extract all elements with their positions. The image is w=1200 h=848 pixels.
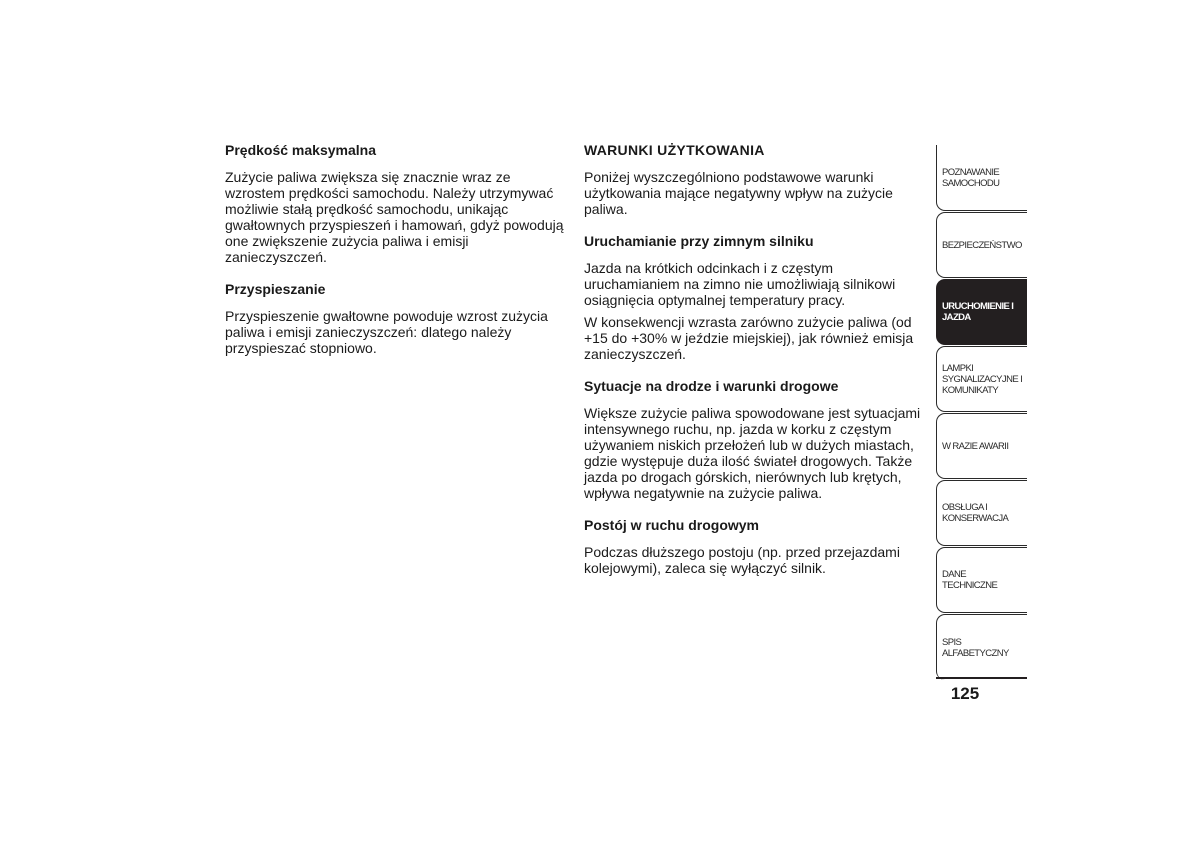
paragraph-cold-start-2: W konsekwencji wzrasta zarówno zużycie paliwa (od +15 do +30% w jeździe miejskiej), jak również emisja zanieczyszczeń. (584, 314, 914, 362)
paragraph-cold-start-1: Jazda na krótkich odcinkach i z częstym uruchamianiem na zimno nie umożliwiają silnikowi osiągnięcia optymalnej temperatury pracy. (584, 260, 896, 308)
tab-spis-alfabetyczny[interactable] (936, 614, 1027, 680)
tab-bezpieczenstwo[interactable] (936, 212, 1027, 278)
chapter-tabs (936, 145, 1027, 681)
tab-label: SPIS ALFABETYCZNY (942, 636, 1009, 659)
tab-label: DANE TECHNICZNE (942, 569, 998, 591)
heading-traffic-stop: Postój w ruchu drogowym (584, 517, 760, 533)
tab-lampki-sygnalizacyjne[interactable] (936, 346, 1027, 412)
tab-label: LAMPKI SYGNALIZACYJNE I KOMUNIKATY (942, 362, 1023, 396)
heading-acceleration: Przyspieszanie (225, 281, 326, 297)
tab-label: BEZPIECZEŃSTWO (942, 239, 1022, 251)
tab-poznawanie-samochodu[interactable] (936, 145, 1027, 211)
paragraph-acceleration: Przyspieszenie gwałtowne powoduje wzrost zużycia paliwa i emisji zanieczyszczeń: dlatego należy przyspieszać stopniowo. (225, 308, 548, 356)
paragraph-road-conditions: Większe zużycie paliwa spowodowane jest sytuacjami intensywnego ruchu, np. jazda w korku z częstym używaniem niskich przełożeń lub w dużych miastach, gdzie występuje duża ilość świateł drogowych. Także jazda po drogach górskich, nierównych lub krętych, wpływa negatywnie na zużycie paliwa. (584, 405, 921, 501)
tab-w-razie-awarii[interactable] (936, 413, 1027, 479)
tab-uruchomienie-i-jazda[interactable] (936, 279, 1027, 345)
right-column (584, 142, 924, 592)
tab-label: W RAZIE AWARII (942, 440, 1009, 452)
tab-obsluga-i-konserwacja[interactable] (936, 480, 1027, 546)
paragraph-intro: Poniżej wyszczególniono podstawowe warunki użytkowania mające negatywny wpływ na zużycie paliwa. (584, 169, 893, 217)
page-number-rule (936, 677, 1027, 679)
left-column (225, 142, 570, 372)
section-title: WARUNKI UŻYTKOWANIA (584, 142, 765, 158)
tab-label: OBSŁUGA I KONSERWACJA (942, 502, 1009, 524)
heading-road-conditions: Sytuacje na drodze i warunki drogowe (584, 378, 839, 394)
tab-label: URUCHOMIENIE I JAZDA (942, 301, 1014, 323)
tab-dane-techniczne[interactable] (936, 547, 1027, 613)
paragraph-max-speed: Zużycie paliwa zwiększa się znacznie wraz ze wzrostem prędkości samochodu. Należy utrzymywać możliwie stałą prędkość samochodu, unikając gwałtownych przyspieszeń i hamowań, gdyż powodują one zwiększenie zużycia paliwa i emisji zanieczyszczeń. (225, 169, 564, 265)
paragraph-traffic-stop: Podczas dłuższego postoju (np. przed przejazdami kolejowymi), zaleca się wyłączyć silnik. (584, 544, 900, 576)
heading-cold-start: Uruchamianie przy zimnym silniku (584, 233, 814, 249)
tab-label: POZNAWANIE SAMOCHODU (942, 166, 1000, 189)
heading-max-speed: Prędkość maksymalna (225, 142, 376, 158)
page-number: 125 (950, 684, 980, 703)
